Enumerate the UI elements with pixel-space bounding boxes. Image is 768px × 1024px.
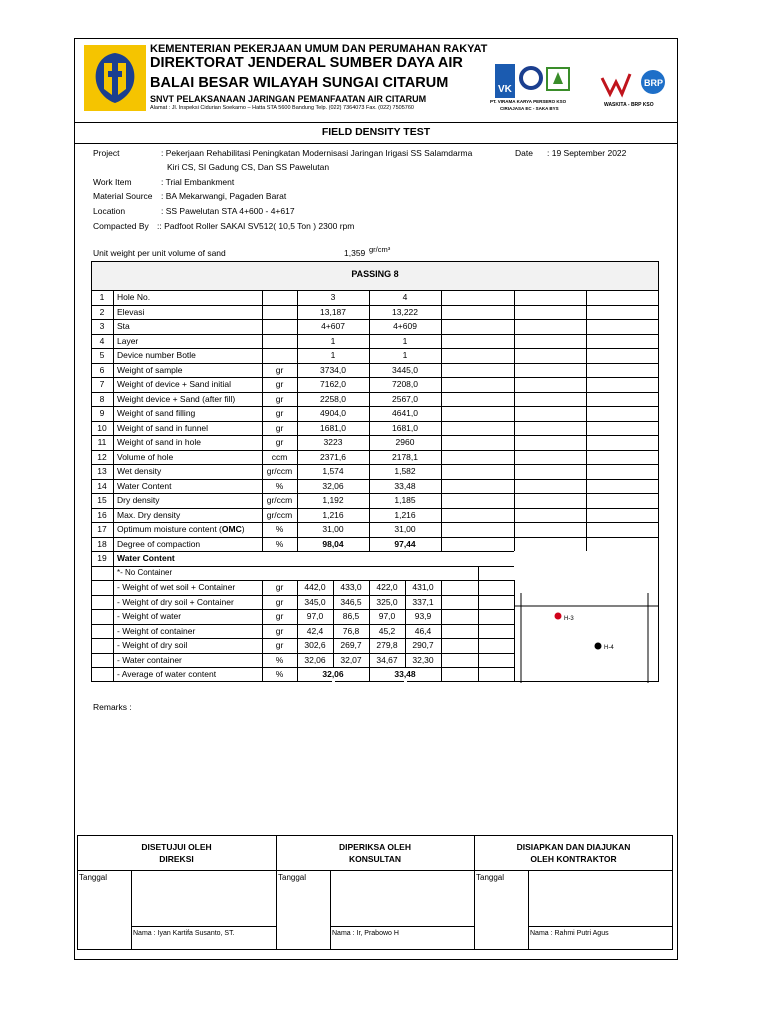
unit-weight-label: Unit weight per unit volume of sand bbox=[93, 248, 226, 258]
row-number: 6 bbox=[99, 364, 105, 375]
hole4-value: 3445,0 bbox=[392, 364, 418, 375]
avg-wc-hole4: 33,48 bbox=[394, 669, 416, 679]
date-value: : 19 September 2022 bbox=[547, 148, 627, 158]
row-unit: gr/ccm bbox=[266, 509, 293, 520]
signature-head-1: DISETUJUI OLEH bbox=[141, 842, 212, 852]
row-label: Weight device + Sand (after fill) bbox=[117, 393, 236, 404]
hole4-value: 1,582 bbox=[394, 466, 416, 476]
wc-value-a: 442,0 bbox=[304, 582, 326, 592]
row-unit: % bbox=[275, 480, 284, 491]
header-balai: BALAI BESAR WILAYAH SUNGAI CITARUM bbox=[150, 75, 449, 91]
wc-value-b: 433,0 bbox=[340, 582, 362, 592]
row-unit bbox=[262, 290, 297, 305]
signatory-name: Nama : Ir, Prabowo H bbox=[332, 930, 399, 937]
project-value: : Pekerjaan Rehabilitasi Peningkatan Modernisasi Jaringan Irigasi SS Salamdarma bbox=[161, 148, 473, 158]
wc-value-b: 269,7 bbox=[340, 640, 362, 650]
signature-head-2: KONSULTAN bbox=[348, 854, 402, 864]
hole3-value: 31,00 bbox=[322, 524, 344, 534]
wc-value-c: 97,0 bbox=[378, 611, 396, 621]
wc-value-d: 32,30 bbox=[412, 654, 434, 665]
row-number: 15 bbox=[97, 495, 107, 505]
wc-row-unit: gr bbox=[275, 582, 284, 592]
waskita-brp-logo bbox=[600, 68, 670, 100]
wc-value-a: 302,6 bbox=[304, 640, 326, 650]
row-number: 16 bbox=[97, 509, 107, 520]
wc-row-unit: gr bbox=[275, 640, 284, 650]
row-unit: gr bbox=[275, 422, 284, 433]
table-col-rule bbox=[478, 566, 479, 581]
hole4-value: 2567,0 bbox=[392, 393, 418, 404]
wc-row-label: - Weight of dry soil + Container bbox=[117, 596, 234, 607]
row-unit bbox=[262, 348, 297, 363]
wc-value-c: 34,67 bbox=[376, 654, 398, 665]
header-snvt: SNVT PELAKSANAAN JARINGAN PEMANFAATAN AIR CITARUM bbox=[150, 94, 427, 104]
row-number: 5 bbox=[99, 350, 105, 360]
hole4-value: 1,185 bbox=[394, 495, 416, 505]
tanggal-label: Tanggal bbox=[476, 873, 505, 882]
hole4-value: 1 bbox=[402, 335, 408, 346]
no-container-label: *- No Container bbox=[117, 567, 173, 577]
partner2-name: WASKITA - BRP KSO bbox=[604, 102, 654, 108]
wc-value-c: 422,0 bbox=[376, 582, 398, 592]
row-label: Volume of hole bbox=[117, 451, 174, 462]
hole3-value: 1681,0 bbox=[320, 422, 346, 433]
hole-location-sketch bbox=[515, 593, 658, 683]
avg-wc-unit: % bbox=[275, 669, 284, 679]
row-number: 19 bbox=[97, 553, 107, 563]
unit-weight-value: 1,359 bbox=[344, 248, 366, 258]
row-number: 4 bbox=[99, 335, 105, 346]
svg-text:VK: VK bbox=[498, 84, 512, 95]
row-unit: gr bbox=[275, 364, 284, 375]
row-label: Device number Botle bbox=[117, 350, 196, 360]
work-item-label: Work Item bbox=[93, 177, 132, 187]
row-unit bbox=[262, 334, 297, 349]
row-number: 13 bbox=[97, 466, 107, 476]
wc-value-b: 86,5 bbox=[342, 611, 360, 621]
row-number: 14 bbox=[97, 480, 107, 491]
table-col-rule bbox=[478, 580, 479, 682]
row-number: 3 bbox=[99, 321, 105, 331]
wc-value-d: 46,4 bbox=[414, 625, 432, 636]
wc-value-c: 325,0 bbox=[376, 596, 398, 607]
table-col-rule bbox=[113, 290, 114, 551]
compacted-label: Compacted By bbox=[93, 221, 149, 231]
hole3-value: 1,192 bbox=[322, 495, 344, 505]
row-unit: % bbox=[275, 538, 284, 549]
row-label: Sta bbox=[117, 321, 130, 331]
row-number: 1 bbox=[99, 292, 105, 302]
wc-row-label: - Water container bbox=[117, 654, 182, 665]
row-label: Wet density bbox=[117, 466, 162, 476]
water-content-title: Water Content bbox=[117, 553, 175, 563]
row-label: Max. Dry density bbox=[117, 509, 181, 520]
row-number: 18 bbox=[97, 538, 107, 549]
point-h3-label: H-3 bbox=[564, 616, 574, 622]
row-label: Degree of compaction bbox=[117, 538, 201, 549]
table-col-rule bbox=[113, 551, 114, 682]
signatory-name: Nama : Rahmi Putri Agus bbox=[530, 930, 609, 937]
row-number: 10 bbox=[97, 422, 107, 433]
location-value: : SS Pawelutan STA 4+600 - 4+617 bbox=[161, 206, 295, 216]
title-top-rule bbox=[74, 122, 678, 123]
table-col-rule bbox=[441, 580, 442, 682]
row-unit: % bbox=[275, 524, 284, 534]
hole3-value: 4+607 bbox=[321, 321, 345, 331]
wc-value-d: 431,0 bbox=[412, 582, 434, 592]
hole3-value: 2371,6 bbox=[320, 451, 346, 462]
hole3-value: 3 bbox=[330, 292, 336, 302]
row-label: Layer bbox=[117, 335, 139, 346]
hole3-value: 2258,0 bbox=[320, 393, 346, 404]
point-h3 bbox=[555, 613, 562, 620]
project-value-line2: Kiri CS, SI Gadung CS, Dan SS Pawelutan bbox=[167, 162, 330, 172]
row-unit: gr bbox=[275, 393, 284, 404]
row-unit: gr bbox=[275, 408, 284, 418]
row-label: Weight of sample bbox=[117, 364, 183, 375]
hole4-value: 1,216 bbox=[394, 509, 416, 520]
row-label: Weight of device + Sand initial bbox=[117, 379, 231, 389]
brp-logo-text: BRP bbox=[644, 78, 664, 88]
hole3-value: 3734,0 bbox=[320, 364, 346, 375]
partner1-name: PT. VIRAMA KARYA PERSERO KSO bbox=[490, 99, 567, 104]
hole3-value: 3223 bbox=[323, 437, 343, 447]
wc-value-a: 32,06 bbox=[304, 654, 326, 665]
row-unit: gr/ccm bbox=[266, 466, 293, 476]
row-label: Water Content bbox=[117, 480, 172, 491]
signature-inner-rule bbox=[131, 870, 132, 950]
wc-row-label: - Weight of container bbox=[117, 625, 196, 636]
header-directorate: DIREKTORAT JENDERAL SUMBER DAYA AIR bbox=[150, 55, 463, 71]
table-col-rule bbox=[514, 290, 515, 551]
hole4-value: 4 bbox=[402, 292, 408, 302]
wc-row-unit: gr bbox=[275, 611, 284, 621]
wc-row-unit: % bbox=[275, 654, 284, 665]
row-number: 7 bbox=[99, 379, 105, 389]
row-number: 9 bbox=[99, 408, 105, 418]
hole4-value: 7208,0 bbox=[392, 379, 418, 389]
tanggal-label: Tanggal bbox=[79, 873, 108, 882]
row-unit bbox=[262, 319, 297, 334]
hole4-value: 33,48 bbox=[394, 480, 416, 491]
row-label: Optimum moisture content (OMC) bbox=[117, 524, 245, 534]
row-number: 2 bbox=[99, 306, 105, 317]
row-number: 11 bbox=[97, 437, 107, 447]
material-label: Material Source bbox=[93, 191, 153, 201]
signature-head-2: DIREKSI bbox=[159, 854, 194, 864]
header-ministry: KEMENTERIAN PEKERJAAN UMUM DAN PERUMAHAN RAKYAT bbox=[150, 43, 488, 55]
row-label: Elevasi bbox=[117, 306, 145, 317]
unit-weight-unit: gr/cm³ bbox=[369, 245, 391, 254]
avg-wc-hole3: 32,06 bbox=[322, 669, 344, 679]
wc-value-b: 32,07 bbox=[340, 654, 362, 665]
remarks-label: Remarks : bbox=[93, 702, 132, 712]
table-col-rule bbox=[441, 290, 442, 551]
row-label: Weight of sand filling bbox=[117, 408, 196, 418]
signature-name-rule bbox=[528, 926, 673, 927]
tanggal-label: Tanggal bbox=[278, 873, 307, 882]
wc-value-b: 346,5 bbox=[340, 596, 362, 607]
hole3-value: 1 bbox=[330, 350, 336, 360]
project-label: Project bbox=[93, 148, 120, 158]
wc-row-label: - Weight of water bbox=[117, 611, 182, 621]
signature-name-rule bbox=[330, 926, 474, 927]
hole4-value: 2960 bbox=[395, 437, 415, 447]
material-value: : BA Mekarwangi, Pagaden Barat bbox=[161, 191, 287, 201]
wc-value-d: 290,7 bbox=[412, 640, 434, 650]
wc-value-a: 42,4 bbox=[306, 625, 324, 636]
hole3-value: 1,216 bbox=[322, 509, 344, 520]
hole4-value: 1 bbox=[402, 350, 408, 360]
row-label: Hole No. bbox=[117, 292, 151, 302]
date-label: Date bbox=[515, 148, 533, 158]
section-title: PASSING 8 bbox=[351, 269, 399, 279]
row-label: Weight of sand in funnel bbox=[117, 422, 209, 433]
signature-head-1: DIPERIKSA OLEH bbox=[339, 842, 411, 852]
row-unit bbox=[262, 305, 297, 320]
hole3-value: 1,574 bbox=[322, 466, 344, 476]
hole3-value: 32,06 bbox=[322, 480, 344, 491]
hole3-value: 1 bbox=[330, 335, 336, 346]
wc-row-label: - Weight of wet soil + Container bbox=[117, 582, 236, 592]
signature-name-rule bbox=[131, 926, 276, 927]
row-unit: gr bbox=[275, 379, 284, 389]
hole4-value: 4641,0 bbox=[392, 408, 418, 418]
row-unit: ccm bbox=[271, 451, 288, 462]
row-label: Weight of sand in hole bbox=[117, 437, 201, 447]
hole4-value: 1681,0 bbox=[392, 422, 418, 433]
row-number: 8 bbox=[99, 393, 105, 404]
header-address: Alamat : Jl. Inspeksi Cidurian Soekarno – Hatta STA 5600 Bandung Telp. (022) 7364073 Fax. (022) 7505760 bbox=[150, 105, 414, 111]
wc-value-d: 337,1 bbox=[412, 596, 434, 607]
wc-row-unit: gr bbox=[275, 625, 284, 636]
wc-value-a: 345,0 bbox=[304, 596, 326, 607]
hole3-value: 13,187 bbox=[320, 306, 346, 317]
partner1-sub: CIRIAJASA EC - SAKA BYS bbox=[500, 106, 559, 111]
hole4-value: 97,44 bbox=[394, 538, 416, 549]
pu-logo bbox=[84, 45, 146, 111]
point-h4-label: H-4 bbox=[604, 645, 614, 651]
row-unit: gr/ccm bbox=[266, 495, 293, 505]
row-label: Dry density bbox=[117, 495, 160, 505]
virama-karya-logo bbox=[495, 64, 585, 104]
hole4-value: 4+609 bbox=[393, 321, 417, 331]
title-bottom-rule bbox=[74, 143, 678, 144]
signature-rule bbox=[77, 870, 673, 871]
hole3-value: 98,04 bbox=[322, 538, 344, 549]
signature-head-1: DISIAPKAN DAN DIAJUKAN bbox=[516, 842, 631, 852]
wc-value-c: 45,2 bbox=[378, 625, 396, 636]
hole4-value: 13,222 bbox=[392, 306, 418, 317]
signature-inner-rule bbox=[330, 870, 331, 950]
wc-value-d: 93,9 bbox=[414, 611, 432, 621]
wc-row-unit: gr bbox=[275, 596, 284, 607]
wc-value-b: 76,8 bbox=[342, 625, 360, 636]
signature-head-2: OLEH KONTRAKTOR bbox=[530, 854, 617, 864]
hole3-value: 4904,0 bbox=[320, 408, 346, 418]
hole4-value: 2178,1 bbox=[392, 451, 418, 462]
document-title: FIELD DENSITY TEST bbox=[321, 126, 431, 138]
location-label: Location bbox=[93, 206, 126, 216]
compacted-value: :: Padfoot Roller SAKAI SV512( 10,5 Ton ) 2300 rpm bbox=[157, 221, 355, 231]
table-col-rule bbox=[586, 290, 587, 551]
row-unit: gr bbox=[275, 437, 284, 447]
wc-value-c: 279,8 bbox=[376, 640, 398, 650]
hole4-value: 31,00 bbox=[394, 524, 416, 534]
point-h4 bbox=[595, 643, 602, 650]
signatory-name: Nama : Iyan Kartifa Susanto, ST. bbox=[133, 930, 235, 937]
signature-inner-rule bbox=[528, 870, 529, 950]
work-item-value: : Trial Embankment bbox=[161, 177, 235, 187]
row-number: 12 bbox=[97, 451, 107, 462]
wc-value-a: 97,0 bbox=[306, 611, 324, 621]
row-number: 17 bbox=[97, 524, 107, 534]
wc-row-label: - Weight of dry soil bbox=[117, 640, 188, 650]
hole3-value: 7162,0 bbox=[320, 379, 346, 389]
avg-wc-label: - Average of water content bbox=[117, 669, 217, 679]
